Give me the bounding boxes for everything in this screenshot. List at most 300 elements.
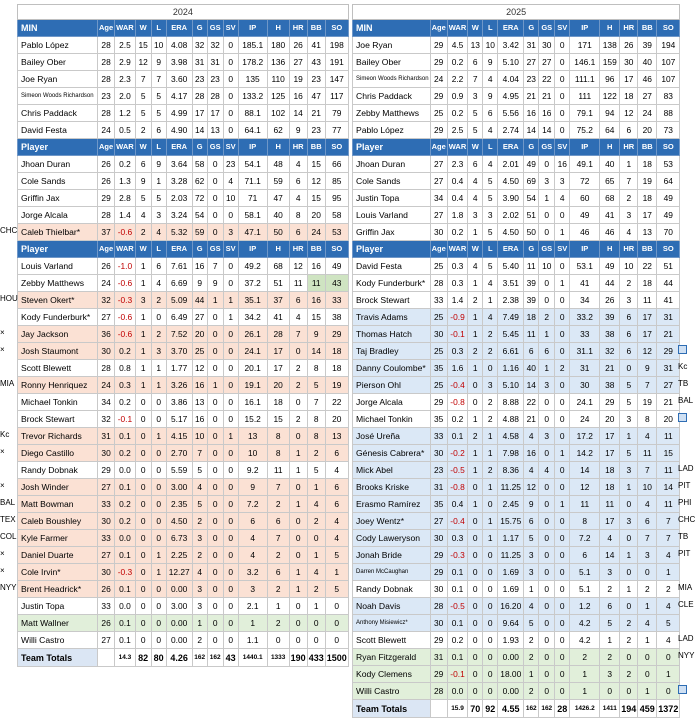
player-row <box>18 394 349 411</box>
stat-l: 1 <box>483 479 498 496</box>
stat-so: 7 <box>657 513 680 530</box>
transaction-icon <box>678 410 700 426</box>
team-tag-left: × <box>0 447 5 456</box>
stat-era: 2.03 <box>166 190 192 207</box>
stat-hr: 1 <box>620 547 638 564</box>
stat-hr: 19 <box>289 71 307 88</box>
stat-era: 7.98 <box>498 445 524 462</box>
stat-l: 0 <box>483 598 498 615</box>
stat-hr: 6 <box>289 173 307 190</box>
stat-era: 5.32 <box>166 224 192 241</box>
totals-h: 1411 <box>600 700 620 718</box>
totals-sv: 43 <box>223 649 238 667</box>
player-row <box>18 564 349 581</box>
stat-l: 4 <box>483 156 498 173</box>
stat-ip: 12 <box>570 479 600 496</box>
stat-ip: 37.2 <box>238 275 267 292</box>
stat-gs: 28 <box>207 88 223 105</box>
section-header-row <box>18 241 349 258</box>
stat-bb: 19 <box>638 394 657 411</box>
stat-war: 1.4 <box>447 292 468 309</box>
stat-hr: 4 <box>289 190 307 207</box>
column-header-l: L <box>483 20 498 37</box>
stat-hr: 8 <box>289 207 307 224</box>
stat-sv: 0 <box>223 496 238 513</box>
stat-bb: 24 <box>638 105 657 122</box>
stat-l: 4 <box>483 309 498 326</box>
team-tag-right: TB <box>678 532 689 541</box>
stat-so: 6 <box>325 479 348 496</box>
player-name: Chris Paddack <box>353 88 431 105</box>
column-header-bb: BB <box>307 139 325 156</box>
player-row <box>18 360 349 377</box>
stat-g: 69 <box>524 173 539 190</box>
stat-w: 1 <box>135 326 151 343</box>
team-tag-right: PIT <box>678 549 691 558</box>
stat-era: 3.60 <box>166 71 192 88</box>
stat-war: 0.4 <box>447 190 468 207</box>
stat-bb: 22 <box>638 258 657 275</box>
player-name: Joe Ryan <box>18 71 98 88</box>
stat-era: 5.56 <box>498 105 524 122</box>
stat-hr: 27 <box>289 54 307 71</box>
stat-sv: 0 <box>555 513 570 530</box>
stat-sv: 0 <box>223 547 238 564</box>
column-header-g: G <box>192 139 207 156</box>
stat-bb: 5 <box>307 462 325 479</box>
stat-age: 29 <box>430 37 447 54</box>
stat-bb: 2 <box>307 513 325 530</box>
stat-era: 4.04 <box>498 71 524 88</box>
stat-hr: 5 <box>620 445 638 462</box>
stat-l: 0 <box>483 683 498 700</box>
totals-g: 162 <box>192 649 207 667</box>
column-header-w: W <box>468 241 483 258</box>
stat-ip: 13 <box>238 428 267 445</box>
player-name: Griffin Jax <box>353 224 431 241</box>
stat-hr: 0 <box>620 683 638 700</box>
stat-ip: 35.1 <box>238 292 267 309</box>
stat-bb: 2 <box>307 445 325 462</box>
stat-war: 0.3 <box>447 275 468 292</box>
stat-bb: 1 <box>638 683 657 700</box>
totals-bb: 459 <box>638 700 657 718</box>
stat-w: 6 <box>468 54 483 71</box>
stat-war: 0.2 <box>115 496 136 513</box>
player-name: Brooks Kriske <box>353 479 431 496</box>
stat-ip: 3 <box>238 581 267 598</box>
stat-gs: 0 <box>207 224 223 241</box>
stat-l: 4 <box>483 275 498 292</box>
stat-war: 2.2 <box>447 71 468 88</box>
stat-age: 33 <box>98 530 115 547</box>
player-name: Bailey Ober <box>18 54 98 71</box>
stat-g: 1 <box>524 666 539 683</box>
player-row <box>18 88 349 105</box>
stat-era: 0.00 <box>498 683 524 700</box>
stat-age: 27 <box>98 632 115 649</box>
stat-bb: 2 <box>307 581 325 598</box>
stat-l: 0 <box>151 513 166 530</box>
stat-g: 50 <box>524 224 539 241</box>
stat-era: 4.50 <box>498 173 524 190</box>
stat-g: 13 <box>192 394 207 411</box>
stat-war: -0.1 <box>115 411 136 428</box>
stat-sv: 0 <box>555 377 570 394</box>
stat-l: 1 <box>151 428 166 445</box>
stat-sv: 0 <box>223 37 238 54</box>
stat-ip: 33.2 <box>570 309 600 326</box>
stat-bb: 23 <box>307 71 325 88</box>
stat-bb: 46 <box>638 71 657 88</box>
stat-age: 35 <box>430 411 447 428</box>
stat-h: 2 <box>600 649 620 666</box>
stat-era: 6.61 <box>498 343 524 360</box>
player-row <box>18 71 349 88</box>
stat-era: 7.49 <box>498 309 524 326</box>
player-name: Bailey Ober <box>353 54 431 71</box>
player-row <box>18 37 349 54</box>
stat-g: 14 <box>524 377 539 394</box>
stat-so: 31 <box>657 360 680 377</box>
stat-g: 5 <box>192 496 207 513</box>
stat-so: 11 <box>657 496 680 513</box>
stat-hr: 0 <box>289 343 307 360</box>
stat-so: 95 <box>325 190 348 207</box>
stat-bb: 16 <box>307 258 325 275</box>
player-row <box>353 207 680 224</box>
stat-war: 1.4 <box>115 207 136 224</box>
stat-age: 31 <box>430 649 447 666</box>
column-header-so: SO <box>325 20 348 37</box>
stat-so: 194 <box>657 37 680 54</box>
column-header-h: H <box>600 139 620 156</box>
stat-sv: 0 <box>223 394 238 411</box>
stat-hr: 6 <box>289 292 307 309</box>
stat-gs: 0 <box>207 530 223 547</box>
column-header-sv: SV <box>223 20 238 37</box>
stat-h: 50 <box>267 224 289 241</box>
stat-g: 12 <box>524 479 539 496</box>
stat-l: 1 <box>151 547 166 564</box>
column-header-age: Age <box>430 241 447 258</box>
stat-age: 30 <box>98 564 115 581</box>
stat-era: 0.00 <box>166 581 192 598</box>
stat-ip: 15.2 <box>238 411 267 428</box>
stat-war: -1.0 <box>115 258 136 275</box>
stat-hr: 0 <box>289 615 307 632</box>
stat-age: 24 <box>430 71 447 88</box>
stat-war: 0.3 <box>447 343 468 360</box>
stat-era: 4.08 <box>166 37 192 54</box>
stat-w: 0 <box>135 428 151 445</box>
stat-gs: 0 <box>539 615 555 632</box>
stat-sv: 0 <box>555 598 570 615</box>
stat-h: 20 <box>600 411 620 428</box>
stat-so: 11 <box>657 428 680 445</box>
stat-war: 2.5 <box>447 122 468 139</box>
stat-sv: 0 <box>223 411 238 428</box>
player-name: Kyle Farmer <box>18 530 98 547</box>
stat-h: 64 <box>600 122 620 139</box>
stat-l: 0 <box>151 581 166 598</box>
stat-gs: 3 <box>539 173 555 190</box>
stat-hr: 1 <box>289 445 307 462</box>
stat-war: 2.9 <box>115 54 136 71</box>
stat-sv: 0 <box>223 71 238 88</box>
team-tag-left: Kc <box>0 430 10 439</box>
stat-hr: 6 <box>620 122 638 139</box>
column-header-ip: IP <box>570 20 600 37</box>
stat-era: 4.50 <box>166 513 192 530</box>
column-header-l: L <box>151 20 166 37</box>
stat-g: 2 <box>192 513 207 530</box>
stat-w: 0 <box>135 615 151 632</box>
stat-age: 27 <box>430 156 447 173</box>
stat-l: 1 <box>483 292 498 309</box>
stat-g: 16 <box>524 105 539 122</box>
stat-war: 0.2 <box>447 105 468 122</box>
stat-g: 16 <box>524 445 539 462</box>
column-header-sv: SV <box>223 139 238 156</box>
stat-bb: 7 <box>638 377 657 394</box>
player-row <box>353 615 680 632</box>
stat-hr: 5 <box>620 377 638 394</box>
stat-era: 6.49 <box>166 309 192 326</box>
stat-age: 37 <box>98 224 115 241</box>
stat-era: 4.15 <box>166 428 192 445</box>
stat-l: 5 <box>483 190 498 207</box>
player-row <box>18 207 349 224</box>
stat-g: 4 <box>524 598 539 615</box>
column-header-ip: IP <box>570 139 600 156</box>
stat-age: 30 <box>430 581 447 598</box>
stat-war: 0.8 <box>115 360 136 377</box>
stat-sv: 1 <box>555 224 570 241</box>
stat-h: 48 <box>267 156 289 173</box>
stat-w: 6 <box>468 156 483 173</box>
stat-hr: 0 <box>620 564 638 581</box>
totals-gs: 162 <box>207 649 223 667</box>
stat-gs: 0 <box>539 292 555 309</box>
player-row <box>353 496 680 513</box>
stat-h: 26 <box>600 292 620 309</box>
stat-w: 1 <box>468 360 483 377</box>
stat-hr: 3 <box>620 513 638 530</box>
stat-gs: 22 <box>539 71 555 88</box>
stat-l: 4 <box>483 71 498 88</box>
stat-gs: 32 <box>207 37 223 54</box>
stat-so: 4 <box>657 598 680 615</box>
stat-w: 0 <box>135 598 151 615</box>
stat-h: 1 <box>267 598 289 615</box>
stat-so: 22 <box>325 394 348 411</box>
stat-w: 2 <box>468 428 483 445</box>
stat-h: 32 <box>600 343 620 360</box>
stat-era: 15.75 <box>498 513 524 530</box>
stat-h: 11 <box>600 496 620 513</box>
stat-h: 125 <box>267 88 289 105</box>
stat-gs: 30 <box>539 37 555 54</box>
stat-w: 1 <box>468 224 483 241</box>
player-name: Daniel Duarte <box>18 547 98 564</box>
stat-ip: 1 <box>570 683 600 700</box>
column-header-war: WAR <box>115 139 136 156</box>
stat-age: 26 <box>98 258 115 275</box>
stat-h: 110 <box>267 71 289 88</box>
stat-sv: 0 <box>555 105 570 122</box>
column-header-sv: SV <box>223 241 238 258</box>
stat-ip: 171 <box>570 37 600 54</box>
player-name: Cole Irvin* <box>18 564 98 581</box>
column-header-hr: HR <box>289 139 307 156</box>
player-row <box>353 54 680 71</box>
team-tag-left: COL <box>0 532 17 541</box>
stat-ip: 88.1 <box>238 105 267 122</box>
stat-w: 7 <box>468 71 483 88</box>
stat-ip: 111.1 <box>570 71 600 88</box>
column-header-war: WAR <box>115 241 136 258</box>
stat-bb: 1 <box>307 598 325 615</box>
stat-bb: 13 <box>638 224 657 241</box>
stat-ip: 46 <box>570 224 600 241</box>
stat-w: 5 <box>135 190 151 207</box>
stat-era: 18.00 <box>498 666 524 683</box>
player-row <box>353 173 680 190</box>
stat-l: 9 <box>151 54 166 71</box>
stat-war: 0.2 <box>447 224 468 241</box>
stat-era: 1.69 <box>498 564 524 581</box>
stat-era: 2.35 <box>166 496 192 513</box>
player-row <box>353 564 680 581</box>
stat-l: 0 <box>483 360 498 377</box>
stat-w: 0 <box>468 394 483 411</box>
stat-hr: 16 <box>289 88 307 105</box>
player-row <box>18 462 349 479</box>
stat-bb: 19 <box>638 173 657 190</box>
stat-sv: 0 <box>555 54 570 71</box>
column-header-gs: GS <box>539 241 555 258</box>
stat-hr: 0 <box>289 513 307 530</box>
stat-war: -0.1 <box>447 326 468 343</box>
stat-era: 3.42 <box>498 37 524 54</box>
stat-so: 4 <box>325 513 348 530</box>
stat-so: 73 <box>657 122 680 139</box>
stat-h: 18 <box>267 394 289 411</box>
stat-h: 51 <box>267 275 289 292</box>
stat-age: 32 <box>98 411 115 428</box>
stat-l: 0 <box>151 598 166 615</box>
stat-war: 0.1 <box>115 479 136 496</box>
stat-so: 49 <box>657 207 680 224</box>
stat-so: 41 <box>657 292 680 309</box>
stat-ip: 14.2 <box>570 445 600 462</box>
player-name: Caleb Boushley <box>18 513 98 530</box>
stat-war: -0.3 <box>115 292 136 309</box>
stat-age: 33 <box>98 496 115 513</box>
stat-gs: 0 <box>207 428 223 445</box>
stat-sv: 0 <box>555 343 570 360</box>
stat-l: 4 <box>151 275 166 292</box>
stat-l: 1 <box>483 428 498 445</box>
stat-so: 1 <box>325 564 348 581</box>
stat-age: 25 <box>430 377 447 394</box>
stat-w: 1 <box>468 445 483 462</box>
stat-era: 2.74 <box>498 122 524 139</box>
stat-g: 39 <box>524 275 539 292</box>
stat-age: 28 <box>98 71 115 88</box>
player-row <box>353 462 680 479</box>
player-name: Darren McCaughan <box>353 564 431 581</box>
stat-sv: 0 <box>555 292 570 309</box>
stat-g: 18 <box>524 309 539 326</box>
stat-ip: 71 <box>238 190 267 207</box>
stat-gs: 9 <box>207 275 223 292</box>
stat-hr: 14 <box>289 105 307 122</box>
stat-g: 2 <box>524 649 539 666</box>
stat-ip: 133.2 <box>238 88 267 105</box>
stat-w: 3 <box>468 207 483 224</box>
stat-h: 8 <box>267 428 289 445</box>
stat-war: 0.0 <box>447 683 468 700</box>
stat-ip: 8 <box>570 513 600 530</box>
stat-ip: 31 <box>570 360 600 377</box>
stat-so: 0 <box>325 598 348 615</box>
stat-g: 9 <box>524 496 539 513</box>
stat-age: 26 <box>98 615 115 632</box>
note-icon <box>678 413 687 422</box>
stat-hr: 30 <box>620 54 638 71</box>
stat-h: 0 <box>267 632 289 649</box>
stat-sv: 4 <box>223 173 238 190</box>
stat-war: 0.1 <box>447 649 468 666</box>
stat-sv: 1 <box>555 275 570 292</box>
player-name: Brock Stewart <box>353 292 431 309</box>
stat-g: 31 <box>524 37 539 54</box>
stat-gs: 0 <box>539 445 555 462</box>
totals-so: 1500 <box>325 649 348 667</box>
stat-l: 4 <box>483 122 498 139</box>
column-header-h: H <box>267 20 289 37</box>
stat-g: 32 <box>192 37 207 54</box>
stat-l: 4 <box>151 224 166 241</box>
stat-so: 147 <box>325 71 348 88</box>
stat-gs: 0 <box>207 598 223 615</box>
column-header-h: H <box>600 20 620 37</box>
stat-h: 3 <box>600 564 620 581</box>
stat-l: 0 <box>151 394 166 411</box>
stat-hr: 5 <box>620 394 638 411</box>
stat-hr: 3 <box>620 411 638 428</box>
stat-l: 2 <box>483 394 498 411</box>
stat-w: 0 <box>135 445 151 462</box>
stat-l: 5 <box>483 258 498 275</box>
stat-ip: 1.1 <box>238 632 267 649</box>
stat-bb: 12 <box>638 343 657 360</box>
transaction-icon <box>678 342 700 358</box>
stat-so: 2 <box>657 581 680 598</box>
stat-era: 11.25 <box>498 479 524 496</box>
stat-so: 5 <box>325 581 348 598</box>
column-header-name: Player <box>353 241 431 258</box>
column-header-bb: BB <box>638 241 657 258</box>
totals-era: 4.26 <box>166 649 192 667</box>
stat-gs: 0 <box>539 224 555 241</box>
stat-g: 4 <box>192 564 207 581</box>
stat-sv: 0 <box>223 105 238 122</box>
stat-bb: 2 <box>638 581 657 598</box>
stat-bb: 9 <box>307 326 325 343</box>
